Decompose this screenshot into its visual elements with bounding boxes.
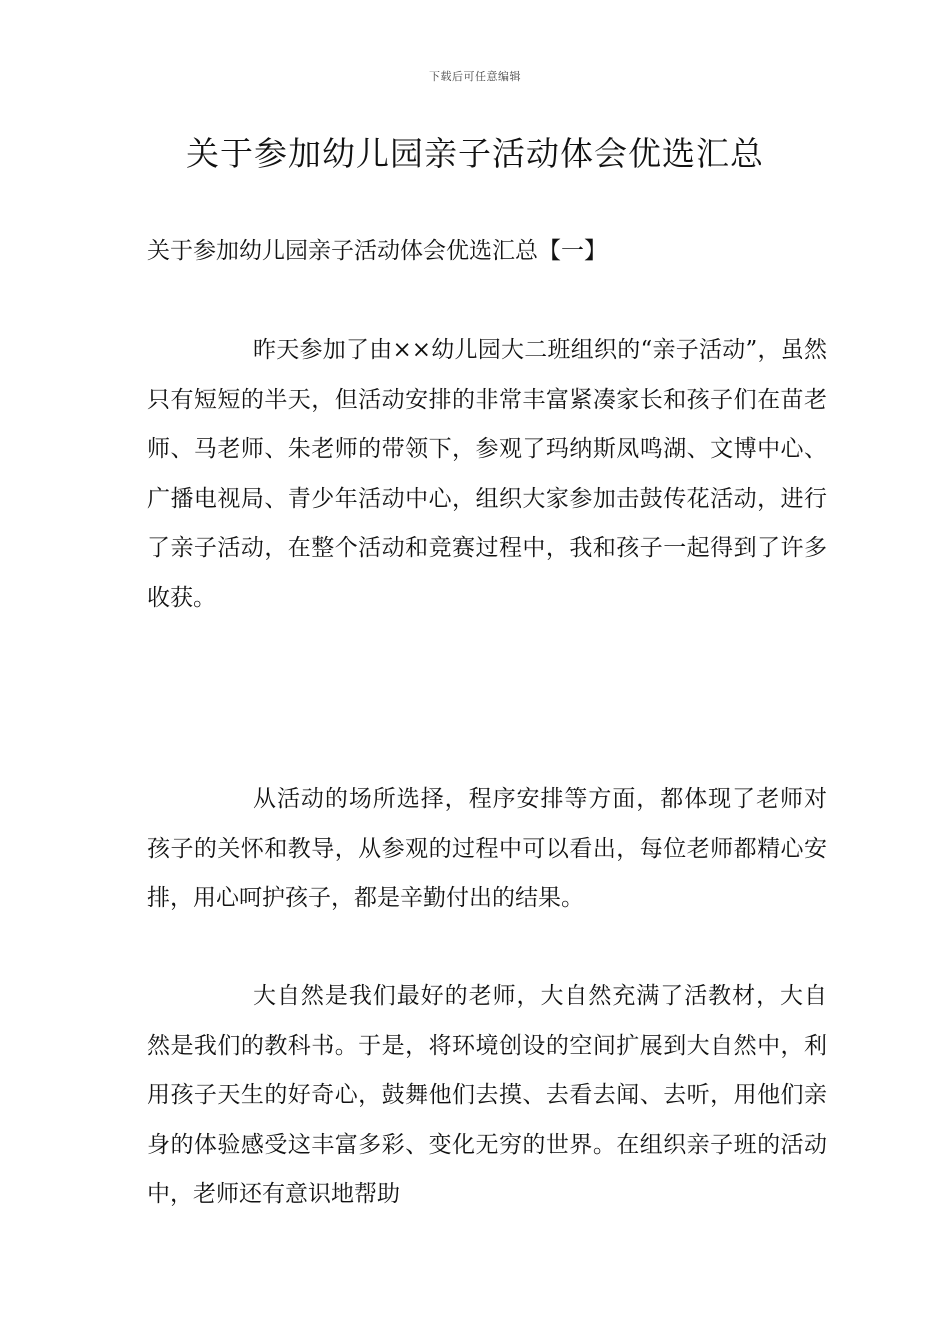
body-paragraph-2: 从活动的场所选择，程序安排等方面，都体现了老师对孩子的关怀和教导，从参观的过程中可以看出，每位老师都精心安排，用心呵护孩子，都是辛勤付出的结果。 — [147, 786, 827, 911]
body-paragraph-1: 昨天参加了由××幼儿园大二班组织的“亲子活动”，虽然只有短短的半天，但活动安排的非常丰富紧凑家长和孩子们在苗老师、马老师、朱老师的带领下，参观了玛纳斯凤鸣湖、文博中心、广播电视局、青少年活动中心，组织大家参加击鼓传花活动，进行了亲子活动，在整个活动和竞赛过程中，我和孩子一起得到了许多收获。 — [147, 337, 827, 611]
page-title: 关于参加幼儿园亲子活动体会优选汇总 — [186, 134, 764, 173]
header-note: 下载后可任意编辑 — [429, 70, 521, 83]
section-heading: 关于参加幼儿园亲子活动体会优选汇总【一】 — [147, 238, 607, 264]
body-paragraph-3: 大自然是我们最好的老师，大自然充满了活教材，大自然是我们的教科书。于是，将环境创设的空间扩展到大自然中，利用孩子天生的好奇心，鼓舞他们去摸、去看去闻、去听，用他们亲身的体验感受这丰富多彩、变化无穷的世界。在组织亲子班的活动中，老师还有意识地帮助 — [147, 983, 827, 1207]
